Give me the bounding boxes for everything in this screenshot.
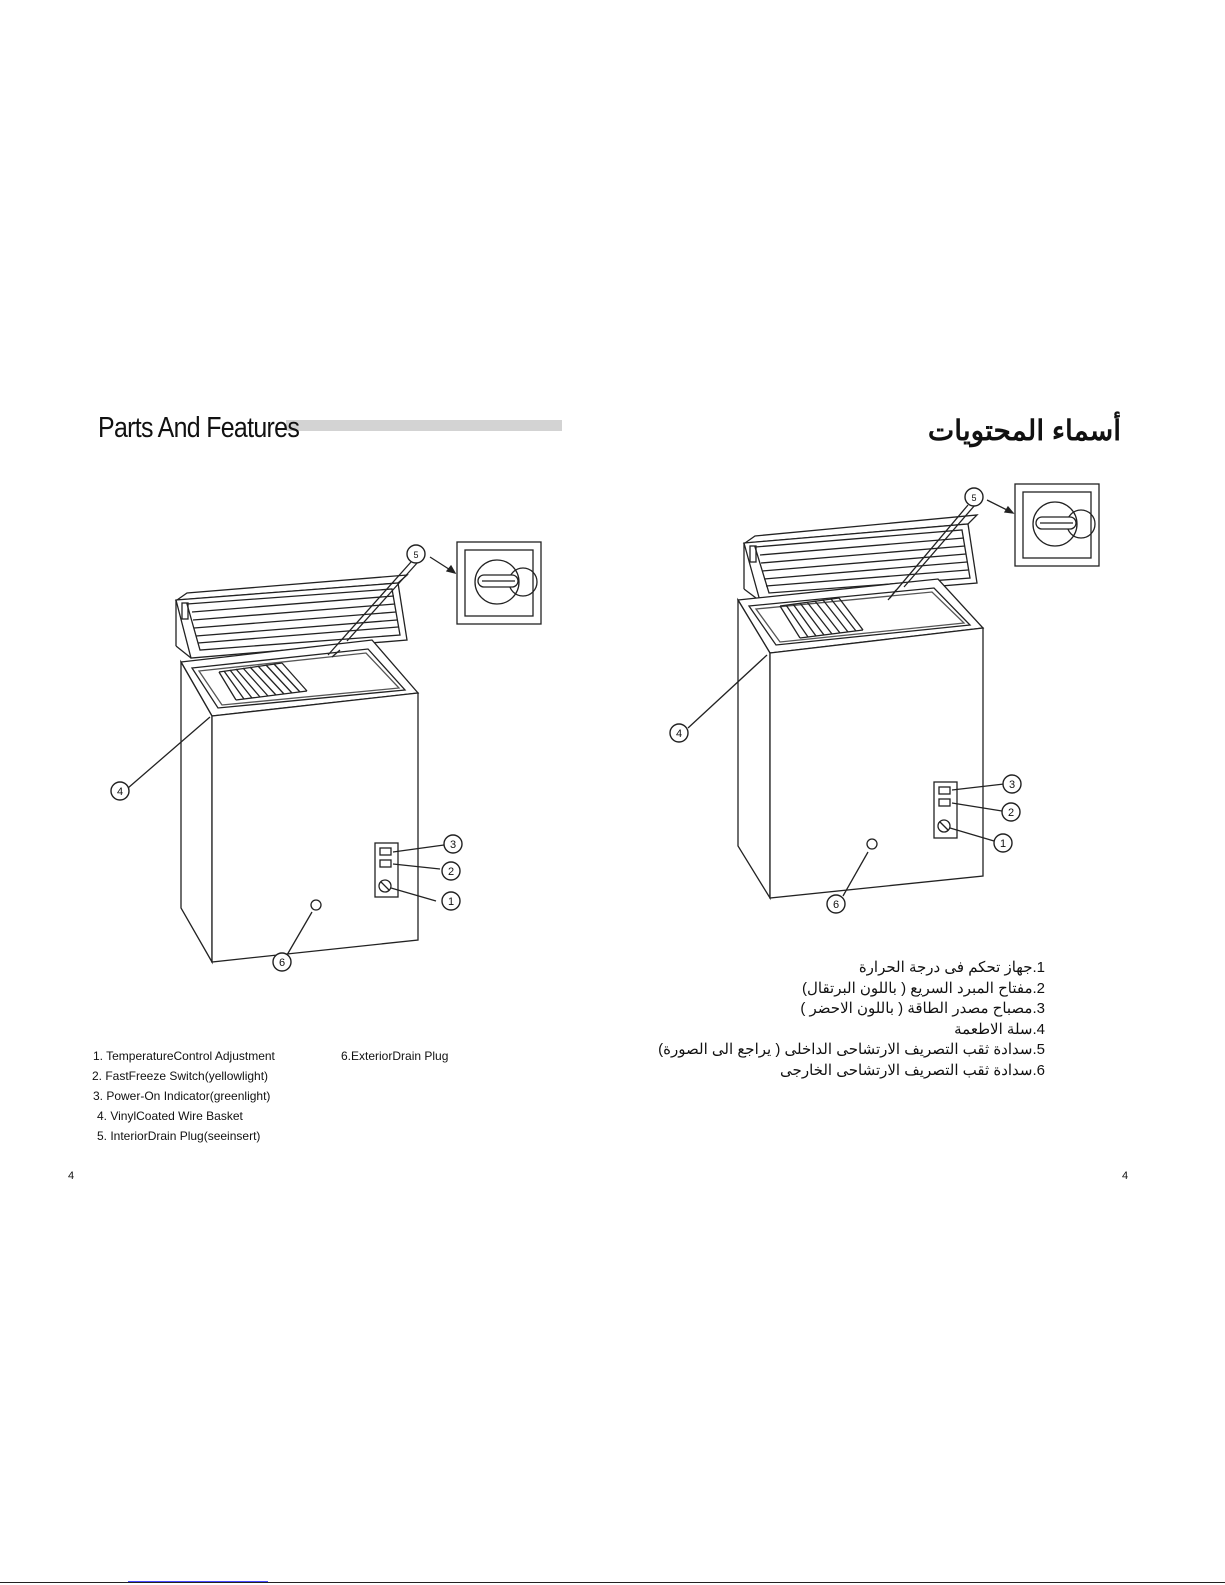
callout-1: 1: [999, 838, 1007, 850]
callout-4: 4: [116, 786, 124, 798]
page-title-arabic: أسماء المحتويات: [927, 415, 1121, 446]
footer-rule: [0, 1582, 1225, 1583]
callout-2: 2: [1007, 807, 1015, 819]
callout-2: 2: [447, 866, 455, 878]
page-title: Parts And Features: [98, 412, 300, 444]
footer-link-underline: [128, 1581, 268, 1582]
callout-6: 6: [278, 957, 286, 969]
callout-6: 6: [832, 899, 840, 911]
callout-3: 3: [449, 839, 457, 851]
list-item: 1.جهاز تحكم فى درجة الحرارة: [858, 959, 1045, 976]
list-item: 4.سلة الاطعمة: [954, 1020, 1045, 1038]
list-item: 6.سدادة ثقب التصريف الارتشاحى الخارجى: [780, 1061, 1045, 1079]
callout-4: 4: [675, 728, 683, 740]
list-item: 5.سدادة ثقب التصريف الارتشاحى الداخلى ( يراجع الى الصورة): [658, 1041, 1045, 1058]
arabic-parts-list: [658, 958, 1045, 1081]
list-item: 2. FastFreeze Switch(yellowlight): [92, 1069, 269, 1083]
list-item: 2.مفتاح المبرد السريع ( باللون البرتقال): [801, 979, 1045, 997]
list-item: 1. TemperatureControl Adjustment: [93, 1049, 275, 1063]
list-item: 5. InteriorDrain Plug(seeinsert): [97, 1129, 261, 1143]
list-item: 3. Power-On Indicator(greenlight): [93, 1089, 271, 1103]
right-page: [612, 0, 1225, 1585]
list-item: 4. VinylCoated Wire Basket: [97, 1109, 243, 1123]
list-item: 3.مصباح مصدر الطاقة ( باللون الاحضر ): [800, 1000, 1045, 1017]
chest-freezer-diagram-arabic: [612, 0, 1225, 1100]
page-number: 4: [1122, 1170, 1129, 1182]
callout-1: 1: [447, 896, 455, 908]
callout-5: 5: [413, 550, 419, 560]
left-page: [0, 0, 612, 1585]
chest-freezer-diagram: [0, 0, 612, 1100]
list-item: 6.ExteriorDrain Plug: [341, 1049, 449, 1063]
callout-3: 3: [1008, 779, 1016, 791]
callout-5: 5: [971, 493, 977, 503]
page-number: 4: [68, 1170, 75, 1182]
